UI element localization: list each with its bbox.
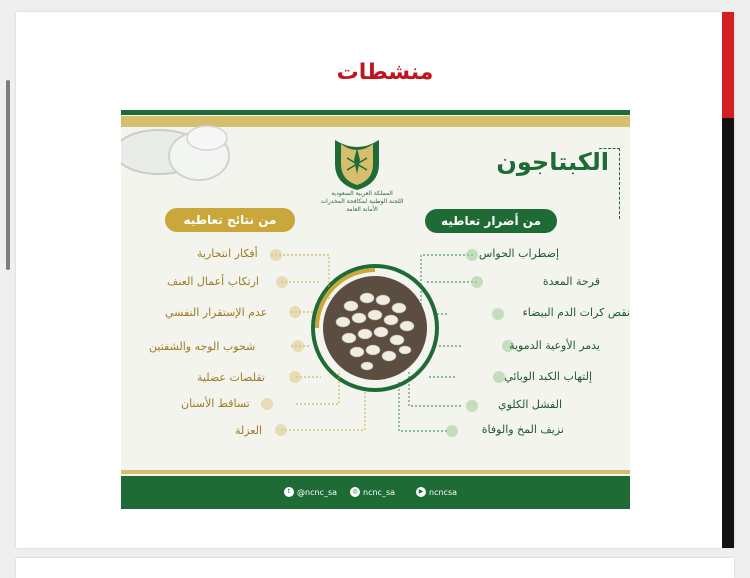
- org-line-2: اللجنة الوطنية لمكافحة المخدرات: [320, 198, 404, 205]
- bullet-dot: [261, 398, 273, 410]
- footer-stripe-gold: [121, 470, 630, 474]
- social-instagram: [350, 487, 395, 497]
- harm-item: إلتهاب الكبد الوبائي: [504, 370, 592, 383]
- harm-item: الفشل الكلوي: [497, 398, 562, 411]
- next-page-edge: [16, 558, 734, 578]
- bullet-dot: [471, 276, 483, 288]
- bullet-dot: [289, 306, 301, 318]
- social-handle: ncncsa: [429, 487, 458, 497]
- bullet-dot: [446, 425, 458, 437]
- result-item: العزلة: [235, 424, 263, 437]
- harm-item: نقص كرات الدم البيضاء: [522, 306, 630, 319]
- harm-item: قرحة المعدة: [542, 275, 600, 288]
- bullet-dot: [289, 371, 301, 383]
- result-item: ارتكاب أعمال العنف: [167, 275, 259, 288]
- youtube-icon: ▶: [416, 487, 426, 497]
- infographic-title: الكبتاجون: [496, 148, 609, 176]
- harms-label: من أضرار تعاطيه: [425, 209, 557, 233]
- result-item: شحوب الوجه والشفتين: [149, 340, 256, 353]
- result-item: تقلصات عضلية: [197, 371, 265, 384]
- bullet-dot: [492, 308, 504, 320]
- social-handle: @ncnc_sa: [297, 487, 338, 497]
- org-line-3: الأمانة العامة: [346, 206, 378, 213]
- infographic-image: [121, 110, 630, 509]
- result-item: أفكار انتحارية: [197, 247, 258, 260]
- bullet-dot: [275, 424, 287, 436]
- social-twitter: [284, 487, 337, 497]
- results-label: من نتائج تعاطيه: [165, 208, 295, 232]
- harm-item: إضطراب الحواس: [478, 247, 559, 260]
- result-item: تساقط الأسنان: [181, 397, 250, 410]
- social-handle: ncnc_sa: [363, 487, 396, 497]
- bullet-dot: [493, 371, 505, 383]
- org-line-1: المملكة العربية السعودية: [331, 190, 393, 197]
- side-edge-black: [722, 118, 734, 548]
- bullet-dot: [276, 276, 288, 288]
- bullet-dot: [466, 249, 478, 261]
- scrollbar-thumb[interactable]: [6, 80, 10, 270]
- harm-item: نزيف المخ والوفاة: [481, 423, 564, 436]
- bullet-dot: [270, 249, 282, 261]
- social-youtube: [416, 487, 457, 497]
- bullet-dot: [292, 340, 304, 352]
- side-edge-red: [722, 12, 734, 118]
- bullet-dot: [466, 400, 478, 412]
- instagram-icon: ◎: [350, 487, 360, 497]
- infographic-footer: [121, 476, 630, 509]
- twitter-icon: t: [284, 487, 294, 497]
- result-item: عدم الإستقرار النفسي: [165, 306, 268, 319]
- page-title: منشطات: [336, 60, 434, 85]
- harm-item: يدمر الأوعية الدموية: [509, 339, 600, 352]
